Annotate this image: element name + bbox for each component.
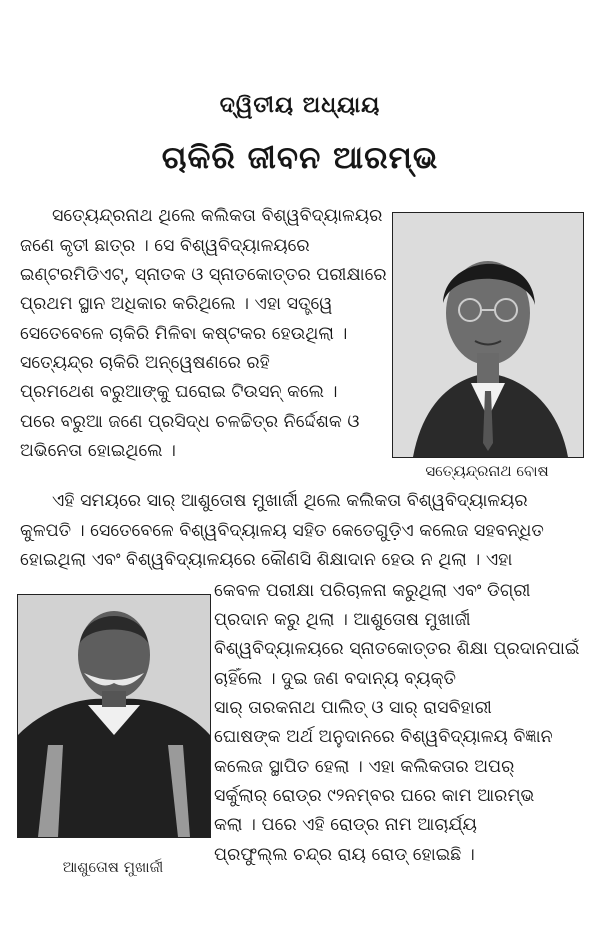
photo-caption-ashutosh: ଆଶୁତୋଷ ମୁଖାର୍ଜୀ — [62, 858, 164, 876]
portrait-photo-ashutosh — [17, 594, 211, 838]
text-line: ଅଭିନେତା ହୋଇଥିଲେ । — [20, 441, 176, 461]
text-line: କୁଳପତି । ସେତେବେଳେ ବିଶ୍ୱବିଦ୍ୟାଳୟ ସହିତ କେତେଗୁଡ଼ିଏ କଲେଜ ସହବନ୍ଧିତ — [20, 521, 544, 541]
text-line: ସତ୍ୟେନ୍ଦ୍ରନାଥ ଥିଲେ କଲିକତା ବିଶ୍ୱବିଦ୍ୟାଳୟର — [52, 206, 383, 226]
text-line: କଲେଜ ସ୍ଥାପିତ ହେଲା । ଏହା କଲିକତାର ଅପର୍ — [214, 757, 515, 777]
text-line: କଲା । ପରେ ଏହି ରୋଡ୍‌ର ନାମ ଆଚାର୍ଯ୍ୟ — [214, 815, 477, 835]
chapter-heading: ଦ୍ୱିତୀୟ ଅଧ୍ୟାୟ — [219, 93, 381, 118]
text-line: ଜଣେ କୃତୀ ଛାତ୍ର । ସେ ବିଶ୍ୱବିଦ୍ୟାଳୟରେ — [20, 236, 310, 256]
text-line: ବିଶ୍ୱବିଦ୍ୟାଳୟରେ ସ୍ନାତକୋତ୍ତର ଶିକ୍ଷା ପ୍ରଦାନପାଇଁ — [214, 639, 580, 659]
photo-caption-satyendranath: ସତ୍ୟେନ୍ଦ୍ରନାଥ ବୋଷ — [425, 462, 549, 480]
text-line: ଚାହିଁଲେ । ଦୁଇ ଜଣ ବଦାନ୍ୟ ବ୍ୟକ୍ତି — [214, 669, 456, 689]
text-line: ଘୋଷଙ୍କ ଅର୍ଥ ଅନୁଦାନରେ ବିଶ୍ୱବିଦ୍ୟାଳୟ ବିଜ୍ଞାନ — [214, 727, 553, 747]
chapter-title: ଚାକିରି ଜୀବନ ଆରମ୍ଭ — [161, 140, 439, 176]
text-line: ପରେ ବରୁଆ ଜଣେ ପ୍ରସିଦ୍ଧ ଚଳଚ୍ଚିତ୍ର ନିର୍ଦ୍ଦେଶକ ଓ — [20, 412, 360, 432]
text-line: ଇଣ୍ଟରମିଡିଏଟ୍, ସ୍ନାତକ ଓ ସ୍ନାତକୋତ୍ତର ପରୀକ୍ଷାରେ — [20, 265, 387, 285]
text-line: ସତ୍ୟେନ୍ଦ୍ର ଚାକିରି ଅନ୍ୱେଷଣରେ ରହି — [20, 353, 270, 373]
text-line: ଏହି ସମୟରେ ସାର୍ ଆଶୁତୋଷ ମୁଖାର୍ଜୀ ଥିଲେ କଲିକତା ବିଶ୍ୱବିଦ୍ୟାଳୟର — [52, 491, 528, 511]
text-line: ପ୍ରଦାନ କରୁ ଥିଲା । ଆଶୁତୋଷ ମୁଖାର୍ଜୀ — [214, 610, 471, 630]
text-line: ହୋଇଥିଲା ଏବଂ ବିଶ୍ୱବିଦ୍ୟାଳୟରେ କୌଣସି ଶିକ୍ଷାଦାନ ହେଉ ନ ଥିଲା । ଏହା — [20, 550, 513, 570]
portrait-photo-satyendranath — [392, 212, 584, 458]
text-line: କେବଳ ପରୀକ୍ଷା ପରିଚାଳନା କରୁଥିଲା ଏବଂ ଡିଗ୍ରୀ — [214, 581, 531, 601]
text-line: ପ୍ରମଥେଶ ବରୁଆଙ୍କୁ ଘରୋଇ ଟିଉସନ୍ କଲେ । — [20, 382, 338, 402]
text-line: ସର୍କୁଲାର୍ ରୋଡ୍‌ର ୯୨ନମ୍ବର ଘରେ କାମ ଆରମ୍ଭ — [214, 786, 535, 806]
text-line: ସାର୍ ତାରକନାଥ ପାଲିତ୍ ଓ ସାର୍ ରାସବିହାରୀ — [214, 698, 492, 718]
text-line: ପ୍ରଫୁଲ୍ଲ ଚନ୍ଦ୍ର ରାୟ ରୋଡ୍ ହୋଇଛି । — [214, 845, 475, 865]
text-line: ସେତେବେଳେ ଚାକିରି ମିଳିବା କଷ୍ଟକର ହେଉଥିଲା । — [20, 324, 348, 344]
text-line: ପ୍ରଥମ ସ୍ଥାନ ଅଧିକାର କରିଥିଲେ । ଏହା ସତ୍ତ୍ୱେ — [20, 294, 333, 314]
